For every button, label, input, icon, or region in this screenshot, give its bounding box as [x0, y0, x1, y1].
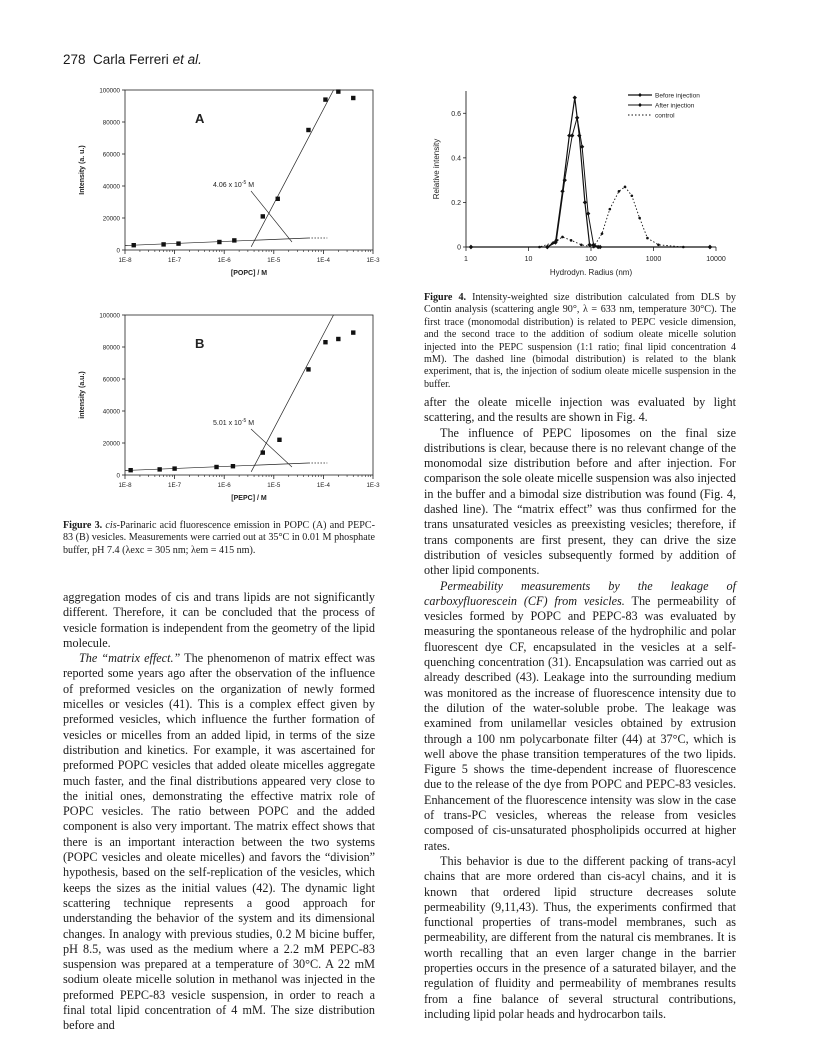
data-point — [323, 97, 327, 101]
series-point — [682, 246, 685, 249]
series-point — [609, 208, 612, 211]
x-tick-label: 1E-7 — [168, 257, 182, 264]
y-tick-label: 60000 — [102, 376, 120, 384]
data-point — [161, 242, 165, 246]
data-point — [323, 340, 327, 344]
x-axis-label: [POPC] / M — [230, 270, 268, 277]
y-tick-label: 20000 — [102, 440, 120, 448]
paragraph — [63, 590, 375, 651]
data-point — [132, 243, 136, 247]
x-axis-label: [PEPC] / M — [231, 495, 267, 502]
y-axis-label: Relative intensity — [432, 138, 441, 200]
y-axis-label: Intensity (a. u.) — [79, 145, 86, 195]
series-point — [646, 237, 649, 240]
series-point — [570, 239, 573, 242]
data-point — [351, 96, 355, 100]
paragraph — [424, 854, 736, 1022]
x-tick-label: 1E-3 — [366, 482, 380, 489]
y-tick-label: 100000 — [99, 312, 120, 320]
y-tick-label: 40000 — [102, 183, 120, 191]
header-et-al: et al. — [172, 52, 202, 67]
paragraph — [424, 579, 736, 854]
paragraph-text: This behavior is due to the different packing of trans-acyl chains that are more ordered than cis-acyl chains, and it is known that ordered lipid structure decreases solute permeability (9,11,43). Thus, the experiments confirmed that functional properties of trans-model membranes, such as permeability, are different from the natural cis membranes. It is worth recalling that an even larger change in the barrier properties occurs in the presence of a saturated bilayer, and the regulation of fluidity and permeability of membranes results from a fine balance of several structural contributions, including lipid polar heads and hydrocarbon tails. — [424, 853, 736, 1021]
x-tick-label: 10000 — [706, 256, 726, 263]
series-point — [552, 241, 555, 244]
plot-frame — [125, 315, 373, 475]
x-tick-label: 1 — [464, 256, 468, 263]
paragraph-heading: Permeability measurements by the leakage of carboxyfluorescein (CF) from vesicles. — [424, 578, 736, 608]
data-point — [232, 238, 236, 242]
y-tick-label: 0 — [457, 244, 461, 252]
x-tick-label: 1E-5 — [267, 482, 281, 489]
data-point — [231, 464, 235, 468]
legend-marker — [638, 103, 642, 107]
paragraph-text: aggregation modes of cis and trans lipids are not significantly different. Therefore, it can be concluded that the process of vesicle formation is independent from the geometry of the lipid molecule. — [63, 590, 375, 650]
x-tick-label: 1000 — [645, 256, 662, 263]
figure-4-caption — [424, 292, 736, 391]
data-point — [217, 240, 221, 244]
legend-label: After injection — [655, 102, 695, 110]
legend-marker — [638, 93, 642, 97]
annotation-pointer — [251, 191, 292, 242]
series-line-after-injection — [471, 118, 710, 247]
y-tick-label: 0.4 — [451, 155, 461, 163]
x-tick-label: 100 — [585, 256, 597, 263]
paragraph — [424, 426, 736, 579]
paragraph-heading: The “matrix effect.” — [79, 651, 181, 666]
data-point — [128, 468, 132, 472]
figure-4-caption-text: Intensity-weighted size distribution calculated from DLS by Contin analysis (scattering angle 90°, λ = 633 nm, temperature 30°C). The first trace (monomodal distribution) is related to PEPC vesicle dimension, and the second trace to the addition of sodium oleate micelle solution injected into the PEPC suspension (1:1 ratio; final lipid concentration 4 mM). The dashed line (bimodal distribution) is related to the blank experiment, that is, the injection of sodium oleate micelle suspension in the buffer. — [424, 292, 736, 390]
x-axis-label: Hydrodyn. Radius (nm) — [549, 268, 633, 277]
series-point — [538, 246, 541, 249]
data-point — [176, 241, 180, 245]
figure-3-caption-italic: cis — [105, 520, 117, 531]
series-point — [561, 236, 564, 239]
data-point — [261, 450, 265, 454]
series-point — [657, 243, 660, 246]
series-point — [570, 133, 574, 137]
series-point — [709, 246, 712, 249]
series-point — [470, 246, 473, 249]
data-point — [276, 197, 280, 201]
y-tick-label: 0 — [116, 472, 120, 480]
x-tick-label: 1E-8 — [118, 482, 132, 489]
x-tick-label: 1E-5 — [267, 257, 281, 264]
threshold-annotation: 5.01 x $10^{-5}$ M — [213, 418, 255, 427]
x-tick-label: 1E-3 — [366, 257, 380, 264]
paragraph-text: The influence of PEPC liposomes on the final size distributions is clear, because there is no relevant change of the monomodal size distribution before and after injection. For comparison the sole oleate micelle suspension was also injected in the buffer and a bimodal size distribution was found (Fig. 4, dashed line). The “matrix effect” was thus confirmed for the trans unsaturated vesicles as preexisting vesicles; therefore, if trans components are first present, they can drive the size distribution of vesicles subsequently formed by addition of other lipid components. — [424, 425, 736, 578]
x-tick-label: 1E-4 — [316, 257, 330, 264]
left-column-text — [63, 590, 375, 1034]
data-point — [157, 467, 161, 471]
series-point — [601, 232, 604, 235]
figure-3-caption-text: -Parinaric acid fluorescence emission in POPC (A) and PEPC-83 (B) vesicles. Measurements were carried out at 35°C in 0.01 M phosphate buffer, pH 7.4 (λexc = 305 nm; λem = 415 nm). — [63, 520, 375, 556]
x-tick-label: 1E-8 — [118, 257, 132, 264]
y-tick-label: 80000 — [102, 344, 120, 352]
panel-letter: B — [195, 336, 205, 351]
data-point — [214, 465, 218, 469]
rise-fit-line — [251, 90, 333, 247]
data-point — [306, 128, 310, 132]
y-tick-label: 100000 — [99, 87, 120, 95]
y-tick-label: 0.2 — [451, 199, 461, 207]
x-tick-label: 1E-7 — [168, 482, 182, 489]
y-tick-label: 20000 — [102, 215, 120, 223]
plot-frame — [125, 90, 373, 250]
panel-letter: A — [195, 111, 205, 126]
data-point — [306, 367, 310, 371]
legend-label: control — [655, 112, 675, 120]
x-tick-label: 10 — [524, 256, 533, 263]
series-point — [592, 246, 595, 249]
annotation-pointer — [251, 429, 292, 467]
y-tick-label: 60000 — [102, 151, 120, 159]
series-point — [631, 194, 634, 197]
y-tick-label: 0.6 — [451, 110, 461, 118]
figure-4-chart — [420, 85, 760, 290]
series-point — [638, 217, 641, 220]
data-point — [351, 330, 355, 334]
page-number: 278 — [63, 52, 86, 67]
baseline-fit-line — [125, 238, 308, 246]
y-tick-label: 0 — [116, 247, 120, 255]
paragraph-text: after the oleate micelle injection was evaluated by light scattering, and the results are shown in Fig. 4. — [424, 395, 736, 425]
series-point — [580, 243, 583, 246]
legend-label: Before injection — [655, 92, 700, 100]
data-point — [172, 466, 176, 470]
paragraph-text: The permeability of vesicles formed by POPC and PEPC-83 was evaluated by measuring the spontaneous release of the hydrophilic and polar fluorescent dye CF, encapsulated in the vesicles at a self-quenching concentration (31). Encapsulation was carried out as already described (43). Leakage into the surrounding medium was monitored as the increase of fluorescence intensity due to the dilution of the water-soluble probe. The leakage was examined from unilamellar vesicles obtained by extrusion through a 100 nm polycarbonate filter (44) at 37°C, which is well above the phase transition temperatures of the two lipids. Figure 5 shows the time-dependent increase of fluorescence due to the release of the dye from POPC and PEPC-83 vesicles. Enhancement of the fluorescence intensity was slow in the case of trans-PC vesicles, whereas the release from vesicles composed of cis-unsaturated phospholipids occurred at higher rates. — [424, 593, 736, 853]
x-tick-label: 1E-6 — [217, 482, 231, 489]
running-header — [63, 52, 202, 67]
series-line-control — [471, 187, 710, 247]
x-tick-label: 1E-6 — [217, 257, 231, 264]
data-point — [336, 89, 340, 93]
figure-3-caption-label: Figure 3. — [63, 520, 103, 531]
y-tick-label: 80000 — [102, 119, 120, 127]
threshold-annotation: 4.06 x $10^{-5}$ M — [213, 180, 255, 189]
figure-3-caption — [63, 520, 375, 557]
paragraph — [63, 651, 375, 1033]
data-point — [261, 214, 265, 218]
figure-3b-chart — [63, 305, 393, 520]
series-point — [618, 190, 621, 193]
y-axis-label: intensity (a.u.) — [79, 371, 86, 419]
figure-4-caption-label: Figure 4. — [424, 292, 467, 303]
series-point — [624, 186, 627, 189]
paragraph — [424, 395, 736, 426]
data-point — [336, 337, 340, 341]
right-column-text — [424, 395, 736, 1022]
y-tick-label: 40000 — [102, 408, 120, 416]
x-tick-label: 1E-4 — [316, 482, 330, 489]
paragraph-text: The phenomenon of matrix effect was reported some years ago after the observation of the influence of preformed vesicles on the organization of newly formed micelles or vesicles (41). This is a complex effect given by preformed vesicles, which influence the further formation of vesicles or micelles from an added lipid, in terms of the size distribution and kinetics. For example, it was ascertained for preformed POPC vesicles that added oleate micelles aggregate much faster, and the final distributions appeared very close to the initial ones, demonstrating the effective matrix role of POPC vesicles. The ratio between POPC and the added component is also very important. The matrix effect shows that there is an important interaction between the two systems (POPC vesicles and oleate micelles) and favors the “division” hypothesis, based on the self-replication of the vesicles, which keeps the sizes as the initial values (42). The dynamic light scattering technique represents a good approach for understanding the behavior of the system and its dimensional changes. In analogy with previous studies, 0.2 M bicine buffer, pH 8.5, was used as the medium where a 2.2 mM PEPC-83 suspension was prepared at a temperature of 30°C. A 22 mM sodium oleate micelle solution in methanol was injected in the preformed PEPC-83 vesicle suspension, in order to reach a final total lipid concentration of 4 mM. The size distribution before and — [63, 651, 375, 1033]
series-point — [575, 116, 579, 120]
data-point — [277, 438, 281, 442]
series-point — [573, 95, 577, 99]
figure-3a-chart — [63, 80, 393, 310]
rise-fit-line — [251, 315, 333, 472]
header-authors: Carla Ferreri — [93, 52, 169, 67]
